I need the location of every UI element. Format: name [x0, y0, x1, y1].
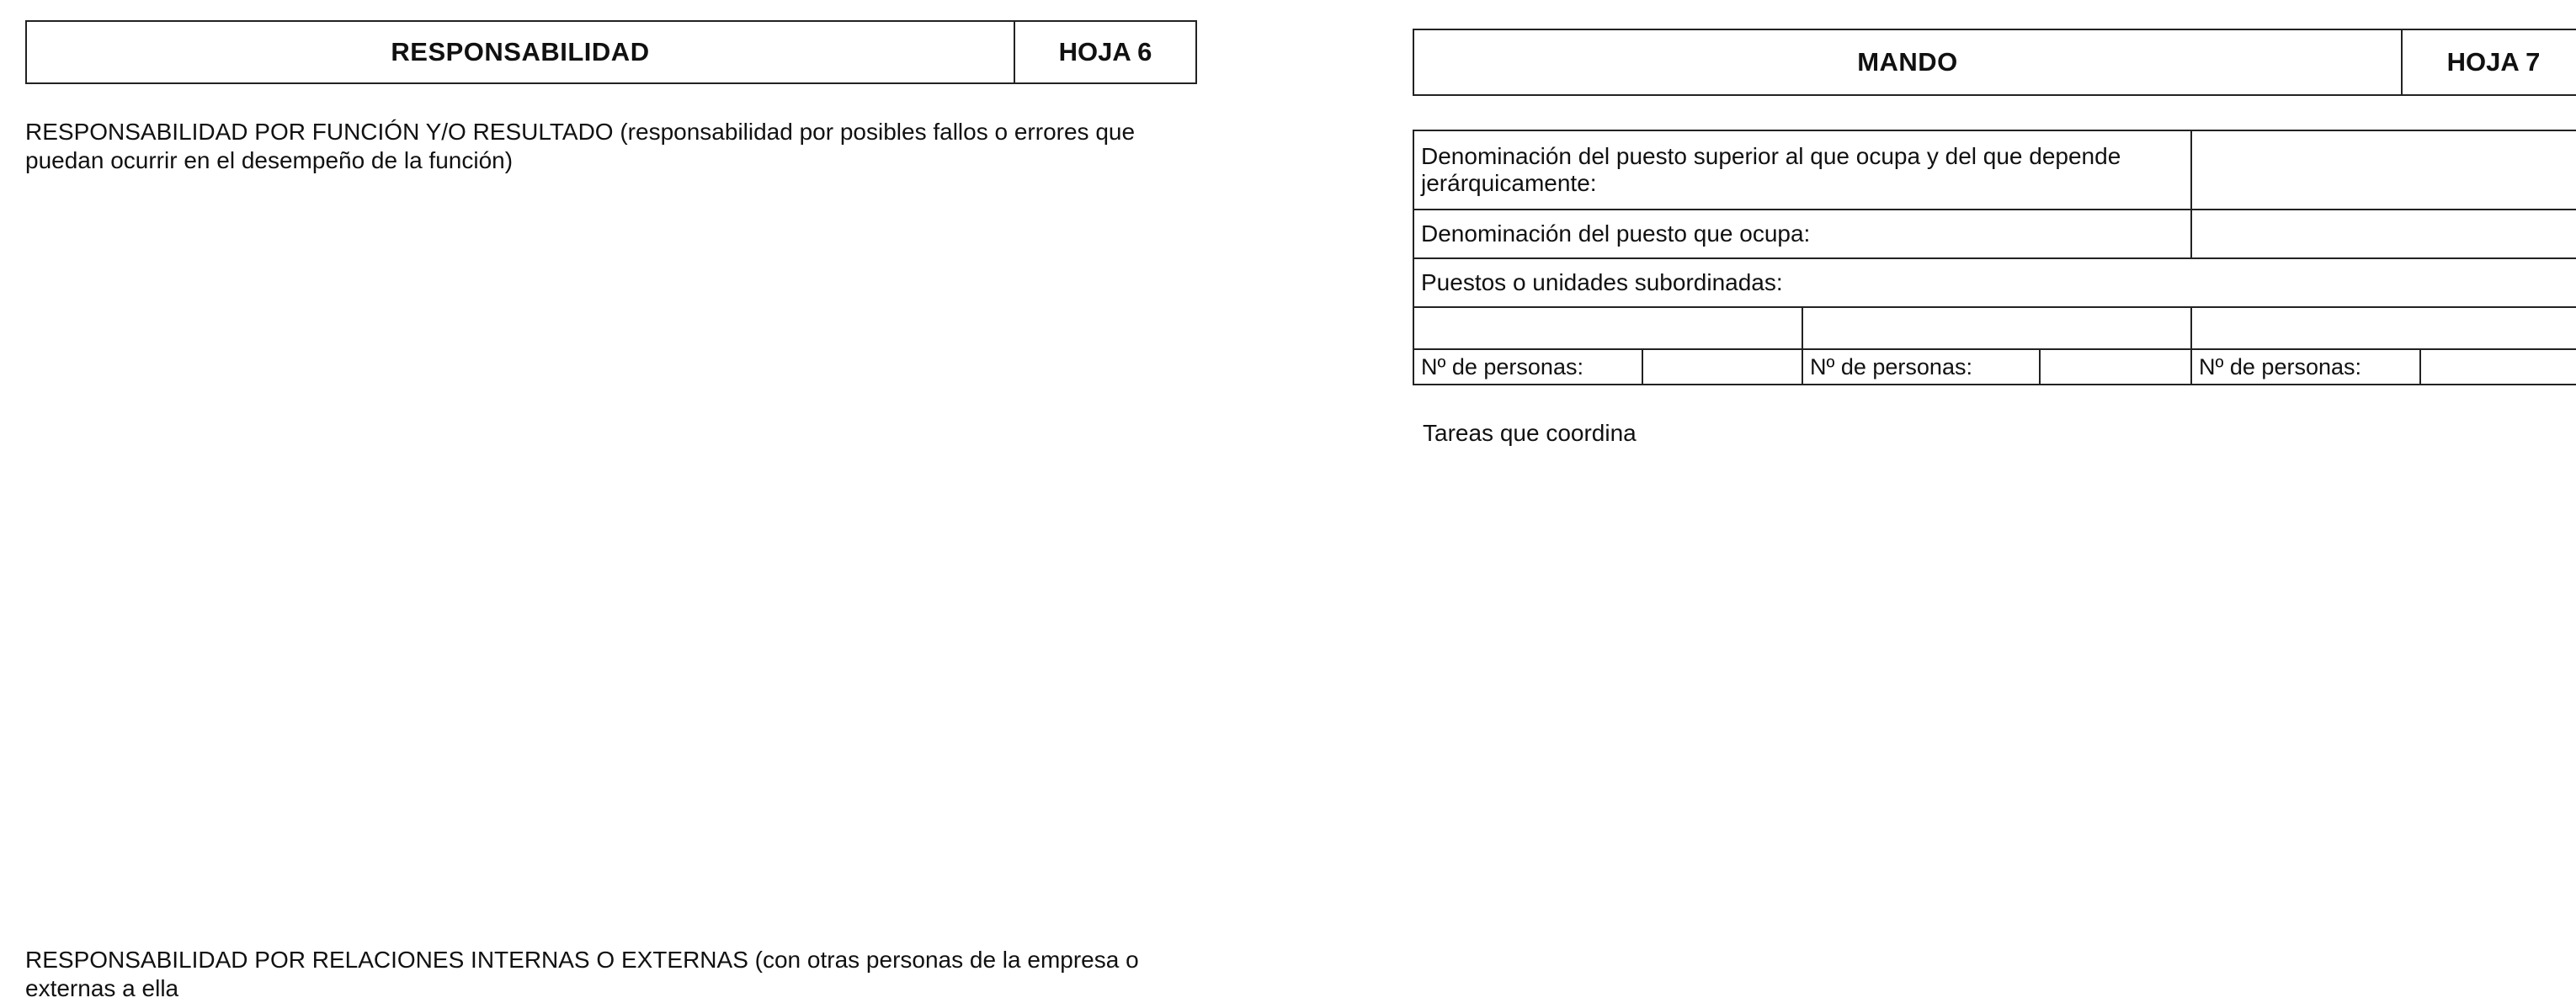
sheet-number: HOJA 6	[1014, 22, 1195, 82]
responsibility-header	[25, 20, 1197, 84]
function-responsibility-heading: RESPONSABILIDAD POR FUNCIÓN Y/O RESULTADO (responsabilidad por posibles fallos o errores que puedan ocurrir en el desempeño de la función)	[25, 119, 1136, 173]
current-position-label: Denominación del puesto que ocupa:	[1413, 210, 2191, 258]
table-row	[1413, 307, 2576, 349]
subordinate-unit-field[interactable]	[1802, 307, 2191, 349]
people-count-field[interactable]	[2040, 349, 2191, 385]
table-row	[1413, 210, 2576, 258]
people-count-label: Nº de personas:	[1413, 349, 1642, 385]
table-row	[1413, 130, 2576, 210]
subordinate-unit-field[interactable]	[2191, 307, 2576, 349]
section-title: MANDO	[1857, 47, 1958, 77]
sheet-number: HOJA 7	[2401, 30, 2576, 94]
table-row	[1413, 349, 2576, 385]
subordinates-label: Puestos o unidades subordinadas:	[1413, 258, 2576, 307]
coordinated-tasks-heading: Tareas que coordina	[1423, 420, 1637, 446]
people-count-field[interactable]	[2420, 349, 2576, 385]
subordinate-unit-field[interactable]	[1413, 307, 1802, 349]
people-count-label: Nº de personas:	[2191, 349, 2420, 385]
people-count-label: Nº de personas:	[1802, 349, 2040, 385]
command-header	[1413, 29, 2576, 96]
people-count-field[interactable]	[1642, 349, 1802, 385]
section-title: RESPONSABILIDAD	[391, 37, 650, 66]
relations-responsibility-heading: RESPONSABILIDAD POR RELACIONES INTERNAS O EXTERNAS (con otras personas de la empresa o externas a ella	[25, 947, 1139, 1001]
current-position-field[interactable]	[2191, 210, 2576, 258]
superior-position-label: Denominación del puesto superior al que ocupa y del que depende jerárquicamente:	[1413, 130, 2191, 210]
superior-position-field[interactable]	[2191, 130, 2576, 210]
table-row	[1413, 258, 2576, 307]
command-table	[1413, 130, 2576, 385]
